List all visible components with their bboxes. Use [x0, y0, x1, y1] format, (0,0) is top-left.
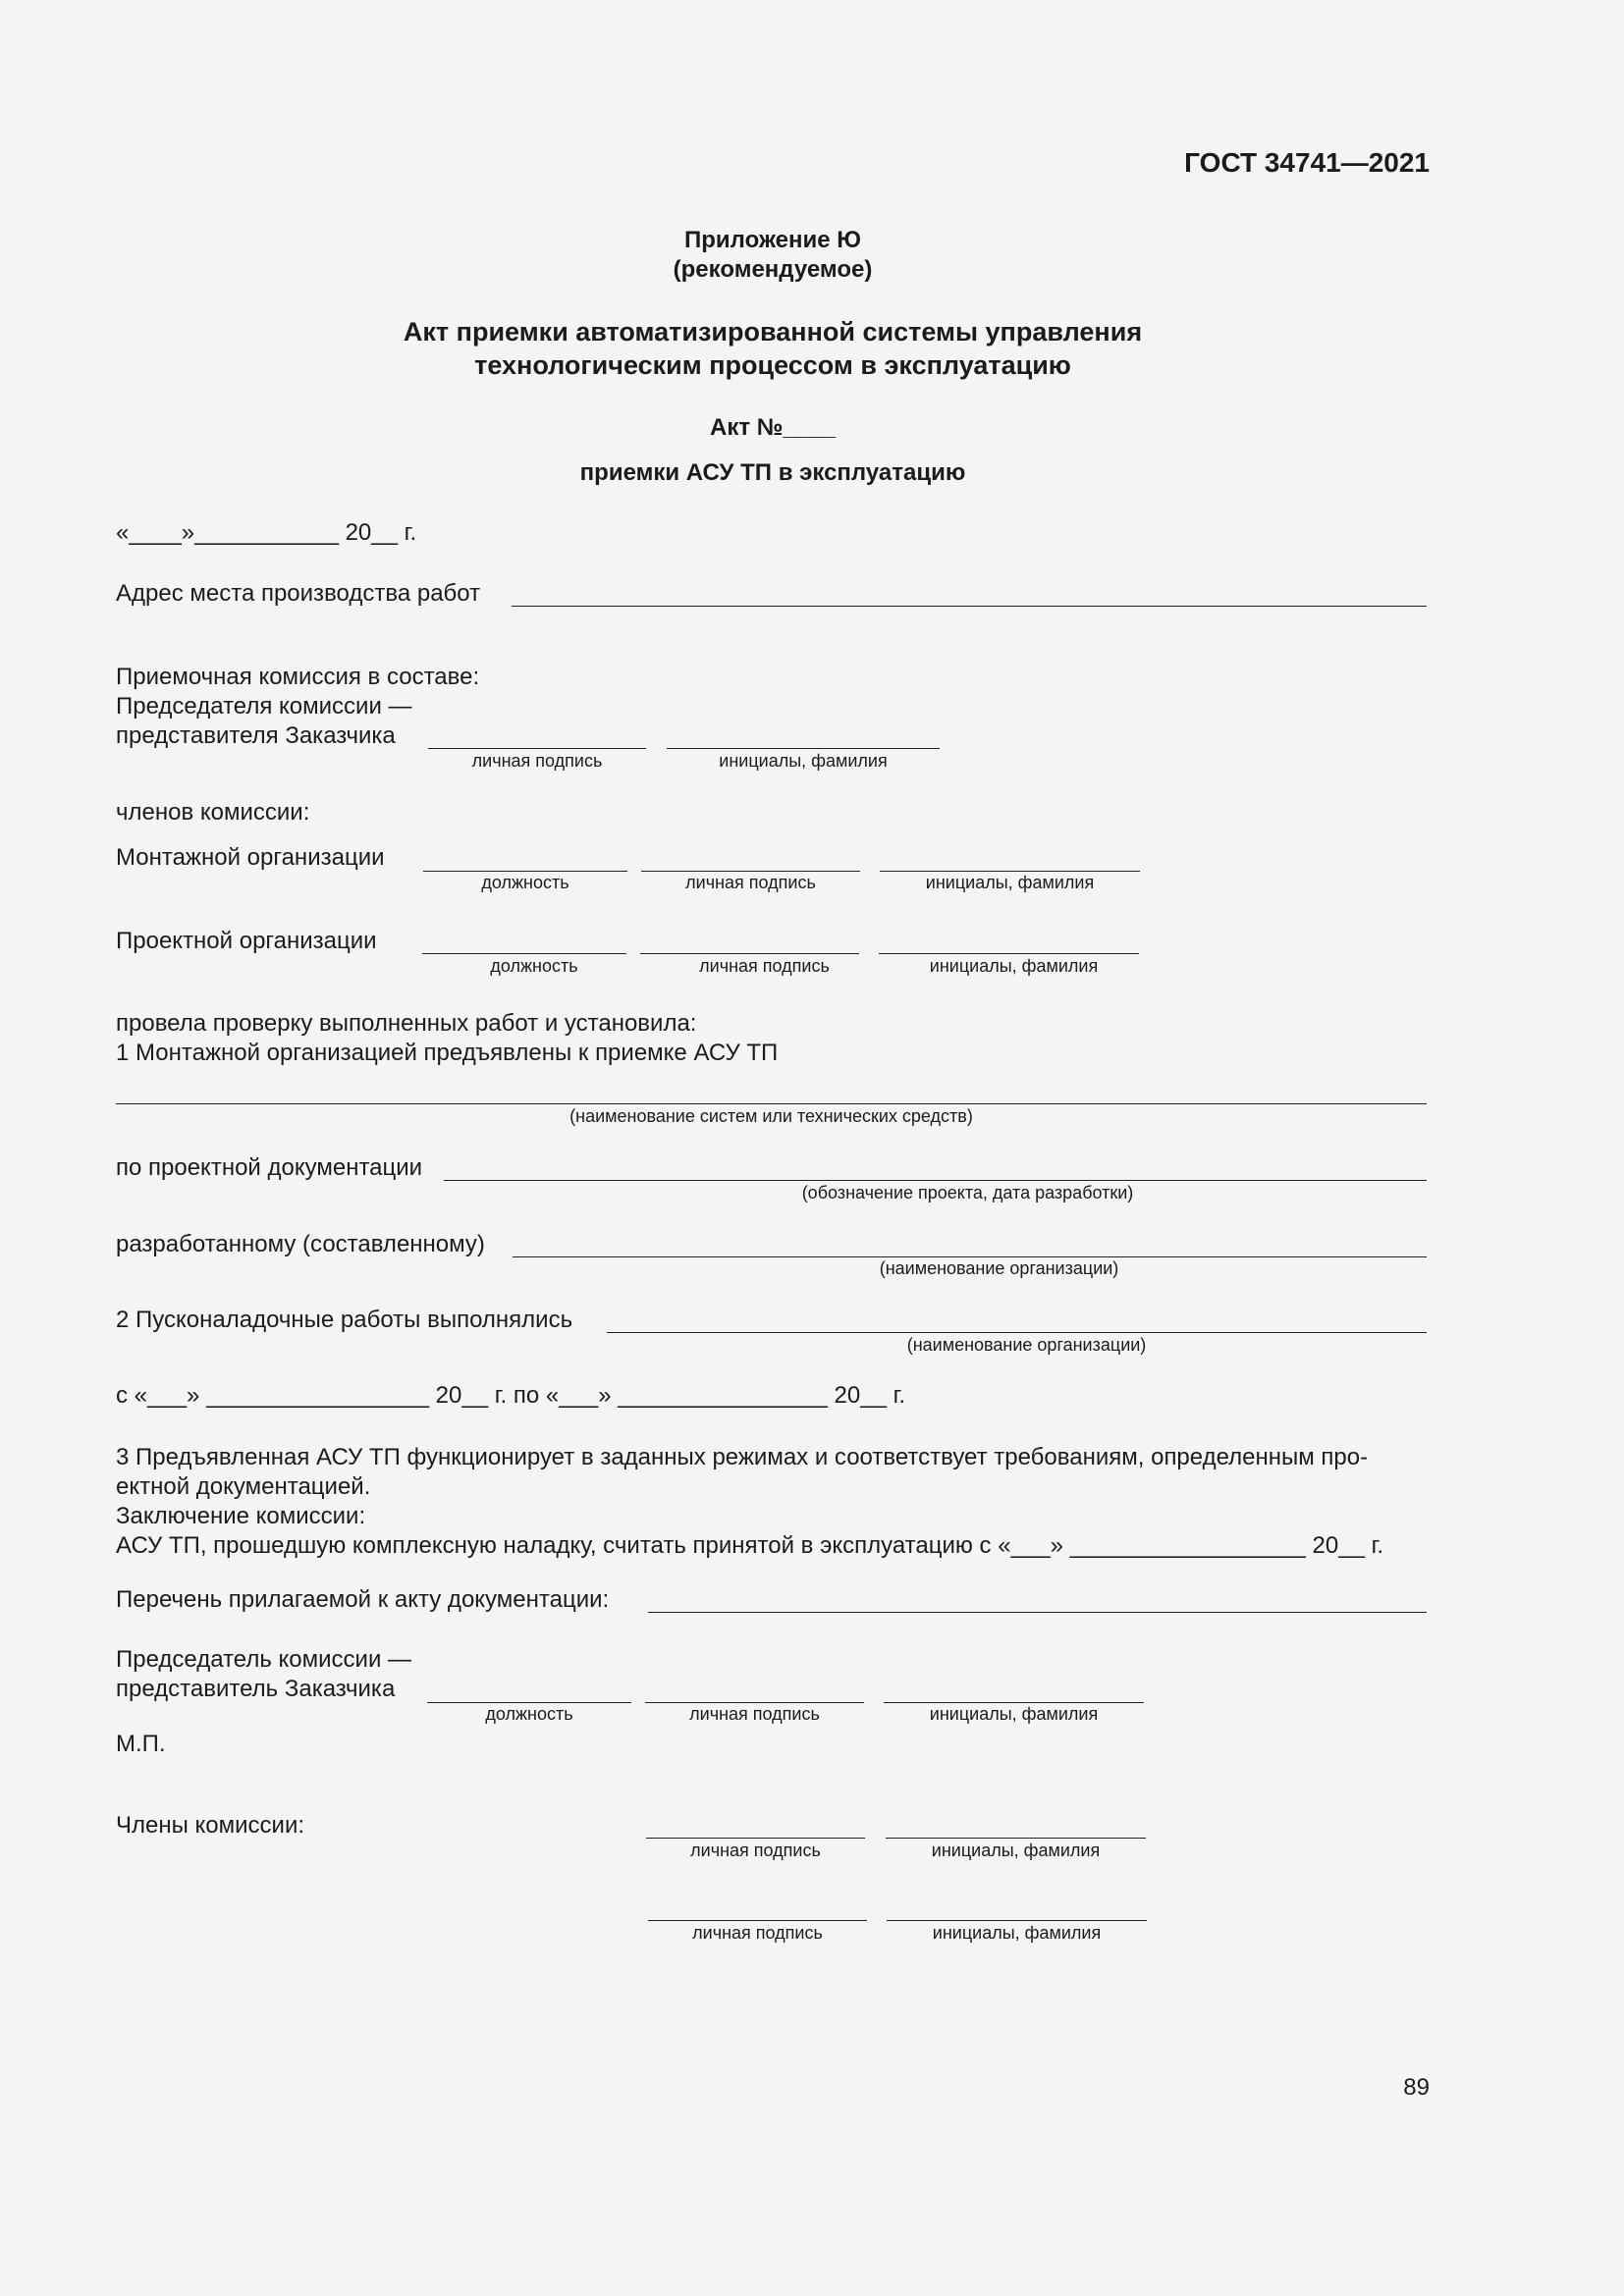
member2-initials-line	[887, 1920, 1147, 1921]
caption-initials: инициалы, фамилия	[929, 956, 1099, 976]
developed-by-label: разработанному (составленному)	[116, 1231, 485, 1257]
member2-signature-line	[648, 1920, 867, 1921]
commissioning-org-line	[607, 1332, 1427, 1333]
commission-intro: Приемочная комиссия в составе:	[116, 664, 480, 690]
appendix-title: Приложение Ю	[684, 227, 861, 253]
caption-project-designation: (обозначение проекта, дата разработки)	[801, 1183, 1134, 1202]
caption-signature: личная подпись	[692, 1923, 823, 1943]
address-field-line	[512, 606, 1427, 607]
design-position-line	[422, 953, 626, 954]
check-intro: провела проверку выполненных работ и установила:	[116, 1010, 697, 1037]
mount-signature-line	[641, 871, 860, 872]
caption-signature: личная подпись	[685, 873, 816, 892]
project-docs-line	[444, 1180, 1427, 1181]
caption-initials: инициалы, фамилия	[719, 751, 888, 771]
work-period: с «___» _________________ 20__ г. по «___» ________________ 20__ г.	[116, 1382, 906, 1409]
item-1: 1 Монтажной организацией предъявлены к приемке АСУ ТП	[116, 1040, 779, 1066]
acceptance-statement: АСУ ТП, прошедшую комплексную наладку, считать принятой в эксплуатацию с «___» __________________ 20__ г.	[116, 1532, 1384, 1559]
act-date-line: «____»___________ 20__ г.	[116, 519, 417, 546]
systems-name-line	[116, 1103, 1427, 1104]
caption-systems-name: (наименование систем или технических средств)	[569, 1106, 973, 1126]
caption-position: должность	[490, 956, 578, 976]
mount-position-line	[423, 871, 627, 872]
sign-chair-signature-line	[645, 1702, 864, 1703]
chair-signature-line	[428, 748, 646, 749]
sign-chair-line2: представитель Заказчика	[116, 1676, 396, 1702]
project-docs-label: по проектной документации	[116, 1154, 423, 1181]
chair-initials-line	[667, 748, 940, 749]
design-initials-line	[879, 953, 1139, 954]
member1-signature-line	[646, 1838, 865, 1839]
page-number: 89	[1403, 2074, 1430, 2101]
address-label: Адрес места производства работ	[116, 580, 481, 607]
caption-signature: личная подпись	[471, 751, 603, 771]
caption-signature: личная подпись	[689, 1704, 820, 1724]
act-subtitle: приемки АСУ ТП в эксплуатацию	[579, 459, 966, 486]
caption-position: должность	[485, 1704, 573, 1724]
caption-initials: инициалы, фамилия	[931, 1841, 1101, 1860]
caption-initials: инициалы, фамилия	[932, 1923, 1102, 1943]
caption-initials: инициалы, фамилия	[929, 1704, 1099, 1724]
act-number: Акт №____	[710, 414, 836, 441]
item-2: 2 Пусконаладочные работы выполнялись	[116, 1307, 573, 1333]
caption-org-name: (наименование организации)	[879, 1258, 1119, 1278]
item-3-line1: 3 Предъявленная АСУ ТП функционирует в заданных режимах и соответствует требованиям, определенным про-	[116, 1444, 1369, 1470]
design-signature-line	[640, 953, 859, 954]
attached-docs-line	[648, 1612, 1427, 1613]
caption-org-name: (наименование организации)	[906, 1335, 1147, 1355]
mount-initials-line	[880, 871, 1140, 872]
design-org-label: Проектной организации	[116, 928, 377, 954]
seal-label: М.П.	[116, 1731, 166, 1757]
sign-chair-initials-line	[884, 1702, 1144, 1703]
mount-org-label: Монтажной организации	[116, 844, 385, 871]
caption-signature: личная подпись	[690, 1841, 821, 1860]
attached-docs-label: Перечень прилагаемой к акту документации:	[116, 1586, 610, 1613]
standard-number: ГОСТ 34741—2021	[1184, 147, 1430, 178]
sign-members-label: Члены комиссии:	[116, 1812, 305, 1839]
document-title-line2: технологическим процессом в эксплуатацию	[474, 350, 1071, 380]
sign-chair-line1: Председатель комиссии —	[116, 1646, 412, 1673]
caption-initials: инициалы, фамилия	[925, 873, 1095, 892]
document-title-line1: Акт приемки автоматизированной системы управления	[403, 317, 1143, 347]
item-3-line2: ектной документацией.	[116, 1473, 371, 1500]
caption-position: должность	[481, 873, 569, 892]
caption-signature: личная подпись	[699, 956, 830, 976]
appendix-status: (рекомендуемое)	[673, 256, 873, 283]
chair-label-line2: представителя Заказчика	[116, 722, 396, 749]
member1-initials-line	[886, 1838, 1146, 1839]
developed-by-line	[513, 1256, 1427, 1257]
chair-label-line1: Председателя комиссии —	[116, 693, 412, 720]
members-label: членов комиссии:	[116, 799, 310, 826]
sign-chair-position-line	[427, 1702, 631, 1703]
conclusion-label: Заключение комиссии:	[116, 1503, 366, 1529]
